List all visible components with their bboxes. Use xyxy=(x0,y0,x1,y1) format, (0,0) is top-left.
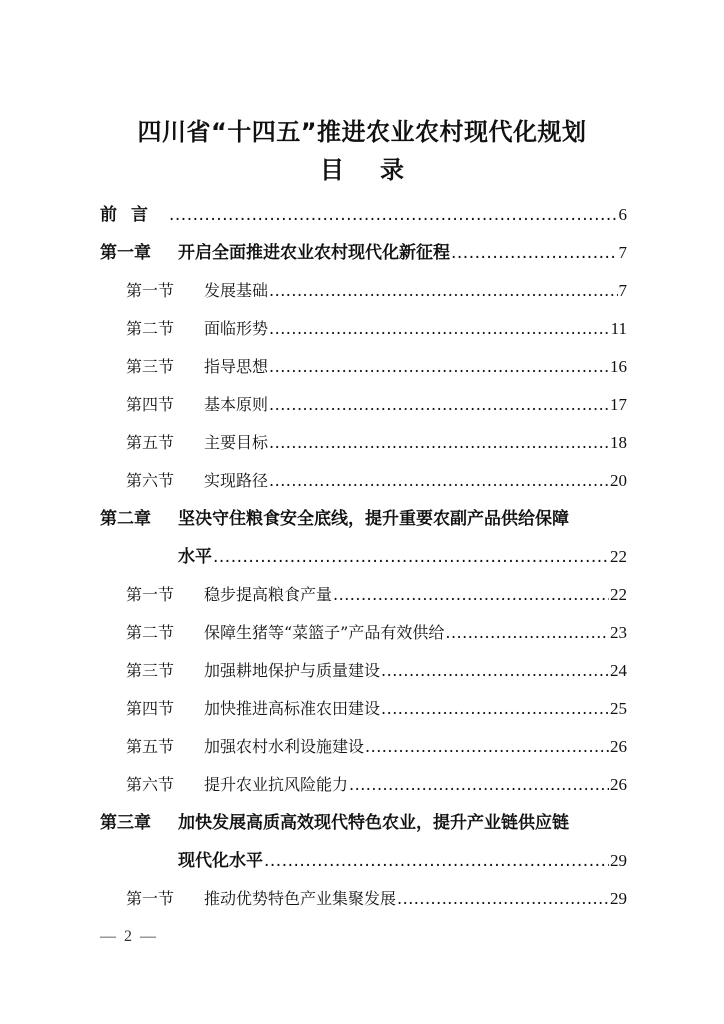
toc-entry-section[interactable] xyxy=(100,614,627,652)
toc-title: 坚决守住粮食安全底线，提升重要农副产品供给保障 xyxy=(178,509,569,529)
toc-page-number: 29 xyxy=(610,889,627,908)
toc-page-number: 22 xyxy=(610,585,627,604)
toc-entry-continuation[interactable] xyxy=(100,842,627,880)
leader-dots xyxy=(333,576,609,614)
toc-entry-section[interactable] xyxy=(100,728,627,766)
toc-entry-section[interactable] xyxy=(100,348,627,386)
toc-label: 第五节 xyxy=(126,433,175,452)
toc-title: 实现路径 xyxy=(204,471,269,490)
toc-page-number: 17 xyxy=(610,395,627,414)
toc-page-number: 16 xyxy=(610,357,627,376)
toc-page-number: 7 xyxy=(618,243,627,262)
leader-dots xyxy=(381,690,609,728)
toc-page-number: 22 xyxy=(610,547,627,566)
toc-title: 稳步提高粮食产量 xyxy=(204,585,333,604)
toc-label: 第四节 xyxy=(126,699,175,718)
toc-entry-section[interactable] xyxy=(100,880,627,918)
toc-title: 加快发展高质高效现代特色农业，提升产业链供应链 xyxy=(178,813,569,833)
toc-page-number: 18 xyxy=(610,433,627,452)
toc-title: 基本原则 xyxy=(204,395,269,414)
leader-dots xyxy=(269,462,609,500)
toc-title: 开启全面推进农业农村现代化新征程 xyxy=(178,243,450,263)
leader-dots xyxy=(269,272,617,310)
toc-page-number: 26 xyxy=(610,775,627,794)
toc-page-number: 26 xyxy=(610,737,627,756)
leader-dots xyxy=(264,842,609,880)
toc-title: 面临形势 xyxy=(204,319,269,338)
toc-label: 第一节 xyxy=(126,889,175,908)
toc-entry-section[interactable] xyxy=(100,424,627,462)
leader-dots xyxy=(269,348,609,386)
toc-label: 第一节 xyxy=(126,585,175,604)
toc-title: 提升农业抗风险能力 xyxy=(204,775,349,794)
document-title: 四川省“十四五”推进农业农村现代化规划 xyxy=(137,118,587,146)
leader-dots xyxy=(365,728,609,766)
leader-dots xyxy=(349,766,609,804)
page-number-footer: — 2 — xyxy=(100,928,158,945)
toc-page-number: 29 xyxy=(610,851,627,870)
leader-dots xyxy=(381,652,609,690)
toc-label: 第三章 xyxy=(100,813,151,833)
toc-label: 第六节 xyxy=(126,775,175,794)
toc-page-number: 11 xyxy=(610,319,627,338)
toc-entry-section[interactable] xyxy=(100,310,627,348)
toc-page-number: 23 xyxy=(610,623,627,642)
toc-entry-section[interactable] xyxy=(100,766,627,804)
toc-title: 现代化水平 xyxy=(178,851,263,871)
toc-label: 第二章 xyxy=(100,509,151,529)
toc-label: 第二节 xyxy=(126,623,175,642)
toc-label: 前言 xyxy=(100,205,162,225)
leader-dots xyxy=(169,196,618,234)
leader-dots xyxy=(269,424,609,462)
toc-title: 推动优势特色产业集聚发展 xyxy=(204,889,397,908)
toc-title: 加强耕地保护与质量建设 xyxy=(204,661,381,680)
toc-label: 第二节 xyxy=(126,319,175,338)
toc-label: 第五节 xyxy=(126,737,175,756)
toc-title: 发展基础 xyxy=(204,281,269,300)
toc-heading: 目录 xyxy=(320,156,440,184)
toc-entry-continuation[interactable] xyxy=(100,538,627,576)
toc-label: 第四节 xyxy=(126,395,175,414)
leader-dots xyxy=(213,538,609,576)
toc-title: 主要目标 xyxy=(204,433,269,452)
toc-entry-section[interactable] xyxy=(100,576,627,614)
toc-title: 保障生猪等“菜篮子”产品有效供给 xyxy=(204,623,445,642)
toc-entry-chapter[interactable] xyxy=(100,234,627,272)
toc-label: 第三节 xyxy=(126,661,175,680)
toc-entry-chapter[interactable] xyxy=(100,500,627,538)
table-of-contents xyxy=(100,196,627,918)
toc-entry-section[interactable] xyxy=(100,462,627,500)
toc-entry-chapter[interactable] xyxy=(100,804,627,842)
toc-page-number: 24 xyxy=(610,661,627,680)
toc-page-number: 20 xyxy=(610,471,627,490)
toc-entry-section[interactable] xyxy=(100,652,627,690)
toc-page-number: 25 xyxy=(610,699,627,718)
toc-entry-section[interactable] xyxy=(100,386,627,424)
toc-entry-preface[interactable] xyxy=(100,196,627,234)
toc-title: 水平 xyxy=(178,547,212,567)
toc-title: 加强农村水利设施建设 xyxy=(204,737,365,756)
toc-page-number: 6 xyxy=(618,205,627,224)
toc-title: 加快推进高标准农田建设 xyxy=(204,699,381,718)
toc-entry-section[interactable] xyxy=(100,690,627,728)
leader-dots xyxy=(269,386,609,424)
toc-label: 第三节 xyxy=(126,357,175,376)
toc-page-number: 7 xyxy=(618,281,627,300)
leader-dots xyxy=(445,614,609,652)
toc-entry-section[interactable] xyxy=(100,272,627,310)
leader-dots xyxy=(269,310,610,348)
leader-dots xyxy=(397,880,609,918)
toc-title: 指导思想 xyxy=(204,357,269,376)
toc-label: 第一节 xyxy=(126,281,175,300)
leader-dots xyxy=(451,234,618,272)
toc-label: 第六节 xyxy=(126,471,175,490)
toc-label: 第一章 xyxy=(100,243,151,263)
